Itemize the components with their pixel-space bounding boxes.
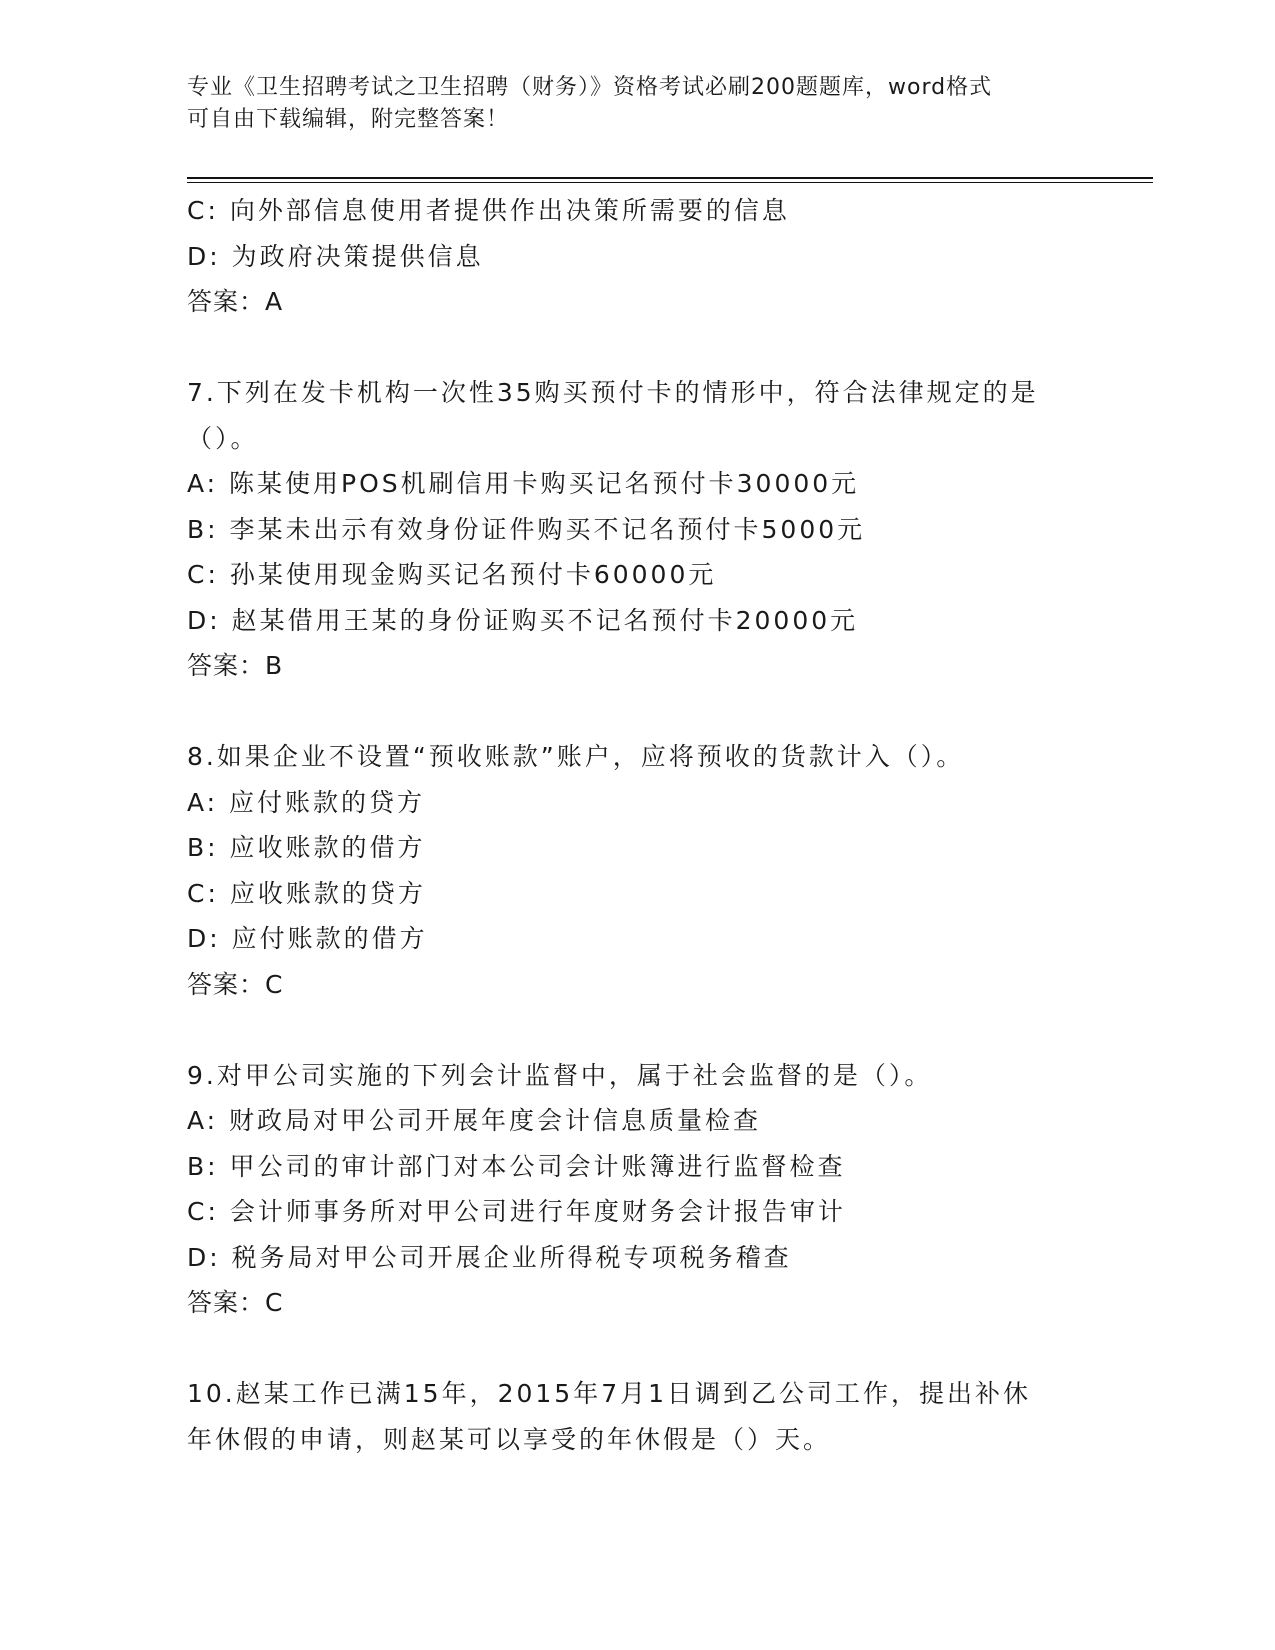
question-9 (187, 1053, 1087, 1326)
option-b: B: 甲公司的审计部门对本公司会计账簿进行监督检查 (187, 1151, 846, 1181)
question-6 (187, 188, 1087, 325)
page-header (187, 72, 1087, 136)
spacer (187, 1326, 1087, 1372)
question-stem: 7.下列在发卡机构一次性35购买预付卡的情形中，符合法律规定的是 (187, 378, 1039, 407)
option-d: D: 税务局对甲公司开展企业所得税专项税务稽查 (187, 1242, 792, 1272)
answer-text: 答案：A (187, 287, 284, 316)
option-d: D: 赵某借用王某的身份证购买不记名预付卡20000元 (187, 605, 859, 635)
option-a: A: 财政局对甲公司开展年度会计信息质量检查 (187, 1106, 762, 1135)
question-stem: 10.赵某工作已满15年，2015年7月1日调到乙公司工作，提出补休 (187, 1379, 1032, 1408)
option-d: D: 为政府决策提供信息 (187, 241, 484, 271)
question-stem: 9.对甲公司实施的下列会计监督中，属于社会监督的是（）。 (187, 1060, 933, 1090)
header-rule-thick (187, 177, 1153, 179)
header-line-2: 可自由下载编辑，附完整答案！ (187, 107, 510, 132)
header-rule-thin (187, 182, 1153, 183)
option-c: C: 向外部信息使用者提供作出决策所需要的信息 (187, 196, 790, 225)
option-c: C: 孙某使用现金购买记名预付卡60000元 (187, 560, 717, 589)
option-a: A: 陈某使用POS机刷信用卡购买记名预付卡30000元 (187, 469, 860, 498)
option-b: B: 应收账款的借方 (187, 833, 426, 862)
spacer (187, 325, 1087, 371)
option-a: A: 应付账款的贷方 (187, 787, 426, 817)
spacer (187, 689, 1087, 735)
answer-text: 答案：B (187, 651, 284, 680)
question-stem-continued: （）。 (187, 423, 259, 453)
question-list (187, 188, 1087, 1462)
option-c: C: 会计师事务所对甲公司进行年度财务会计报告审计 (187, 1197, 846, 1226)
question-10 (187, 1371, 1087, 1462)
header-line-1: 专业《卫生招聘考试之卫生招聘（财务）》资格考试必刷200题题库，word格式 (187, 75, 993, 100)
question-stem: 8.如果企业不设置“预收账款”账户，应将预收的货款计入（）。 (187, 742, 965, 771)
answer-text: 答案：C (187, 969, 284, 999)
question-8 (187, 734, 1087, 1007)
spacer (187, 1007, 1087, 1053)
question-stem-continued: 年休假的申请，则赵某可以享受的年休假是（）天。 (187, 1424, 832, 1454)
option-d: D: 应付账款的借方 (187, 924, 428, 953)
option-b: B: 李某未出示有效身份证件购买不记名预付卡5000元 (187, 514, 866, 544)
answer-text: 答案：C (187, 1288, 284, 1317)
question-7 (187, 370, 1087, 689)
option-c: C: 应收账款的贷方 (187, 878, 426, 908)
